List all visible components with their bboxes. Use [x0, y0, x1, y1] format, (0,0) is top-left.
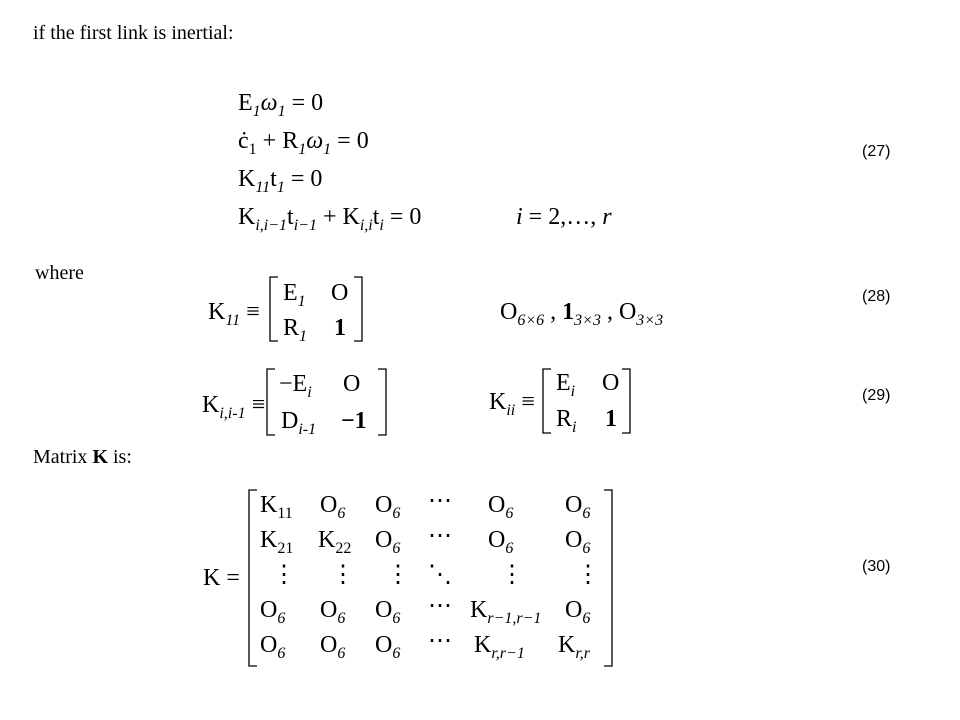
- eq30-r3-c6: ⋮: [576, 562, 600, 588]
- eq30-r1-c3: $O_6$: [375, 492, 401, 522]
- eq30-r2-c6: $O_6$: [565, 527, 591, 557]
- eq30-r5-c2: $O_6$: [320, 632, 346, 662]
- eq30-r1-c1: $K_{11}$: [260, 492, 293, 522]
- eq28-lhs: $K_{11}$ ≡: [208, 299, 260, 329]
- eq28-note: $O_{6\times 6}$ , $1_{3\times 3}$ , $O_{3\times 3}$: [500, 299, 664, 329]
- eq30-r5-c4: ⋯: [428, 628, 452, 654]
- eq29-left-left-bracket: [267, 369, 275, 435]
- eq29-left-lhs: $K_{i,i-1}$ ≡: [202, 392, 266, 422]
- eq30-left-bracket: [249, 490, 257, 666]
- eq29-right-right-bracket: [622, 369, 630, 433]
- eq30-r3-c4: ⋱: [428, 562, 452, 588]
- eq29-right-cell-o: O: [602, 370, 620, 396]
- eq30-r4-c2: $O_6$: [320, 597, 346, 627]
- eq30-r1-c5: $O_6$: [488, 492, 514, 522]
- equation-number-28: (28): [862, 288, 891, 305]
- eq28-cell-e1: $E_1$: [283, 280, 306, 310]
- heading: if the first link is inertial:: [33, 22, 234, 44]
- eq27-line2: $ċ_1 + R_1\omega_1 = 0$: [238, 128, 369, 158]
- equation-29-right: [489, 369, 630, 436]
- eq28-right-bracket: [354, 277, 362, 341]
- eq27-line3: $K_{11}t_1 = 0$: [238, 166, 323, 196]
- matrix-intro-prefix: Matrix: [33, 446, 93, 468]
- eq30-r3-c2: ⋮: [331, 562, 355, 588]
- eq28-left-bracket: [270, 277, 278, 341]
- eq30-r5-c5: $K_{r,r-1}$: [474, 632, 525, 662]
- eq29-right-cell-ei: $E_i$: [556, 370, 576, 400]
- eq29-left-cell-minus-ei: $-E_i$: [279, 371, 312, 401]
- eq30-r5-c1: $O_6$: [260, 632, 286, 662]
- eq30-r2-c1: $K_{21}$: [260, 527, 294, 557]
- equation-28: [208, 277, 663, 345]
- equation-number-30: (30): [862, 558, 891, 575]
- equation-27: [238, 90, 612, 234]
- equation-29-left: [202, 369, 386, 438]
- eq30-r5-c3: $O_6$: [375, 632, 401, 662]
- eq30-r2-c5: $O_6$: [488, 527, 514, 557]
- eq30-lhs: K =: [203, 565, 240, 591]
- eq27-line1: $E_1\omega_1 = 0$: [238, 90, 324, 120]
- eq29-left-cell-di1: $D_{i-1}$: [281, 408, 317, 438]
- equation-number-27: (27): [862, 143, 891, 160]
- eq30-r4-c1: $O_6$: [260, 597, 286, 627]
- eq30-r4-c5: $K_{r-1,r-1}$: [470, 597, 542, 627]
- eq30-r3-c1: ⋮: [272, 562, 296, 588]
- eq28-cell-one: 1: [334, 315, 346, 341]
- matrix-intro-suffix: is:: [108, 446, 132, 468]
- eq30-r1-c2: $O_6$: [320, 492, 346, 522]
- equation-30: [203, 488, 612, 666]
- eq30-r1-c6: $O_6$: [565, 492, 591, 522]
- eq28-cell-r1: $R_1$: [283, 315, 308, 345]
- eq30-r4-c3: $O_6$: [375, 597, 401, 627]
- eq30-r5-c6: $K_{r,r}$: [558, 632, 591, 662]
- eq27-range: i = 2,…, r: [516, 204, 612, 230]
- eq30-r4-c4: ⋯: [428, 593, 452, 619]
- eq30-r2-c4: ⋯: [428, 523, 452, 549]
- eq29-right-cell-ri: $R_i$: [556, 406, 577, 436]
- equation-number-29: (29): [862, 387, 891, 404]
- matrix-intro-bold: K: [92, 446, 108, 468]
- eq30-r2-c2: $K_{22}$: [318, 527, 352, 557]
- eq29-left-right-bracket: [378, 369, 386, 435]
- eq29-left-cell-o: O: [343, 371, 361, 397]
- eq30-r3-c3: ⋮: [386, 562, 410, 588]
- eq29-left-cell-minus-one: −1: [341, 408, 367, 434]
- eq30-r1-c4: ⋯: [428, 488, 452, 514]
- eq30-r4-c6: $O_6$: [565, 597, 591, 627]
- eq29-right-cell-one: 1: [605, 406, 617, 432]
- eq30-r2-c3: $O_6$: [375, 527, 401, 557]
- eq29-right-left-bracket: [543, 369, 551, 433]
- eq30-right-bracket: [604, 490, 612, 666]
- eq30-r3-c5: ⋮: [500, 562, 524, 588]
- eq29-right-lhs: $K_{ii}$ ≡: [489, 389, 535, 419]
- eq27-line4: $K_{i,i-1}t_{i-1} + K_{i,i}t_i = 0$: [238, 204, 422, 234]
- where-label: where: [35, 262, 84, 284]
- eq28-cell-o: O: [331, 280, 349, 306]
